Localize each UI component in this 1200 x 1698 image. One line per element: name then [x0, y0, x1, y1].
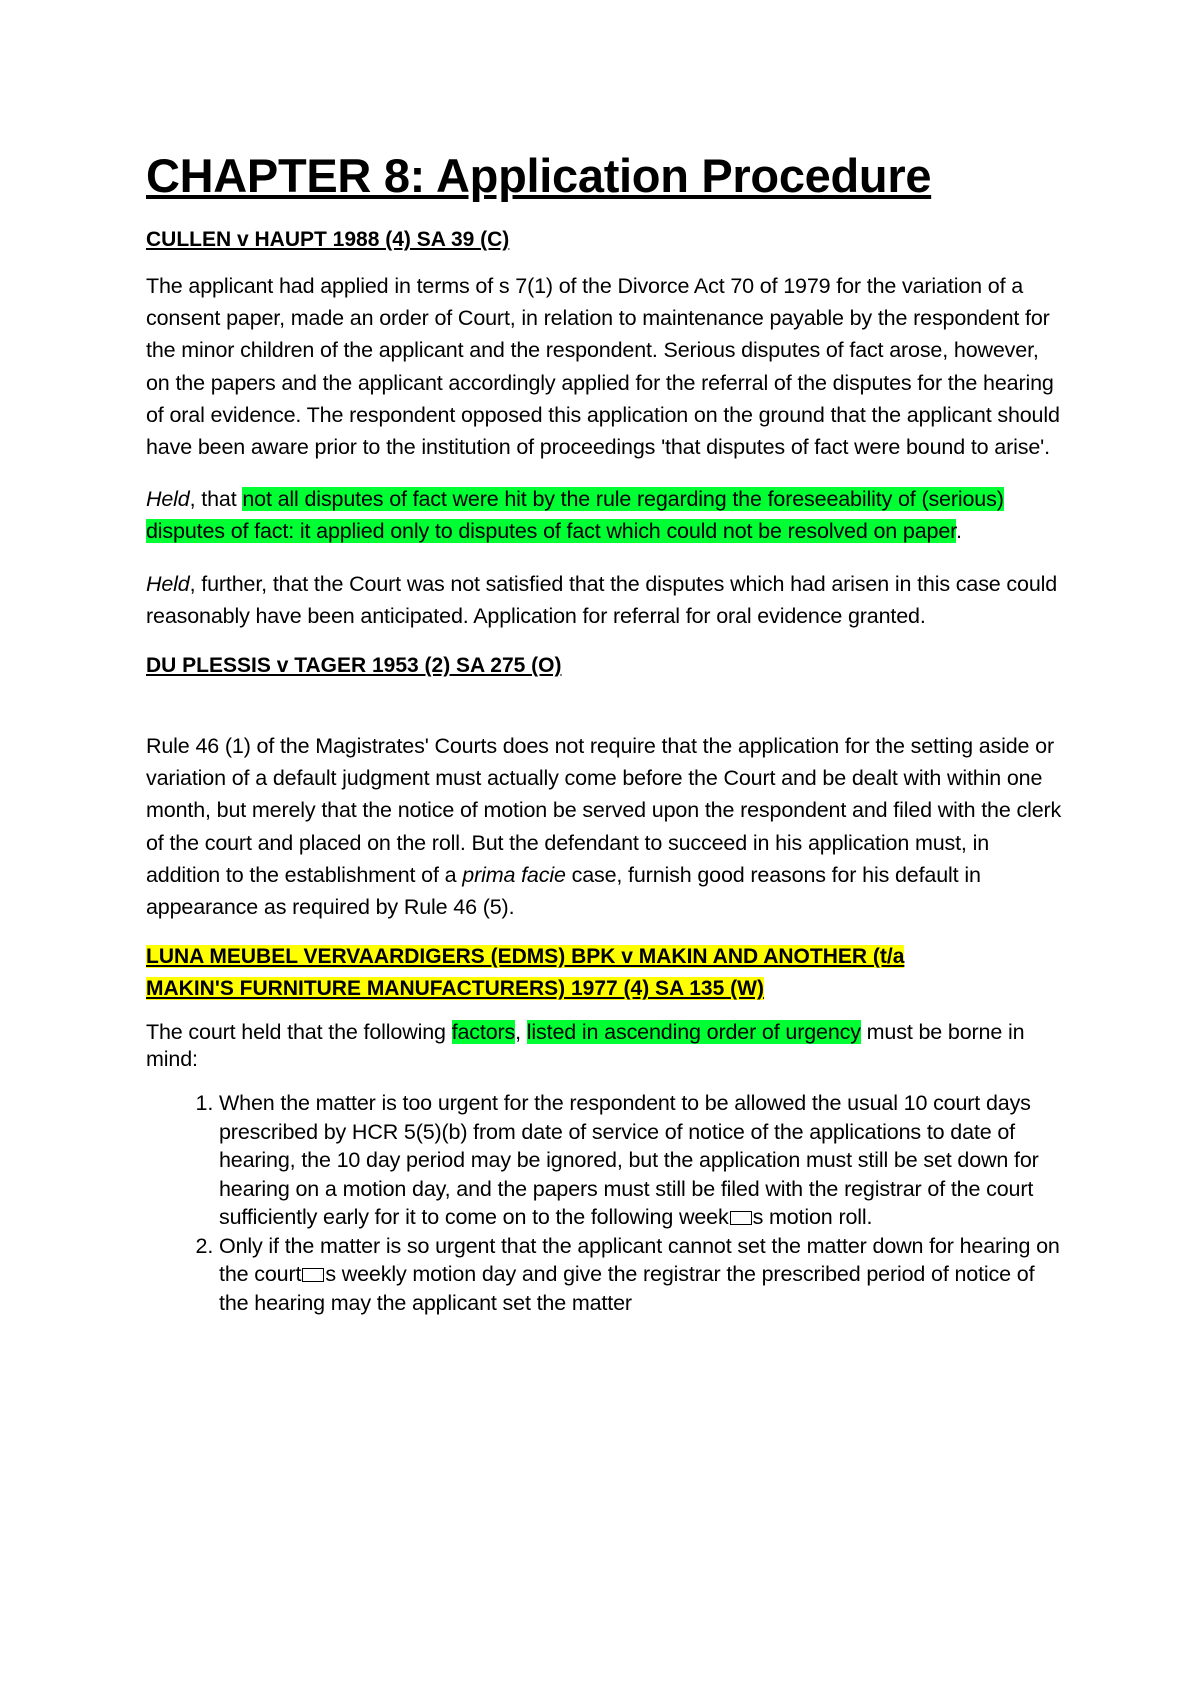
rule-text-post: case, furnish good reasons for his default in appearance as required by Rule 46 (5). [146, 862, 981, 920]
list-item: 1. When the matter is too urgent for the respondent to be allowed the usual 10 court days prescribed by HCR 5(5)(b) from date of service of notice of the applications to date of hearing, the 10 day period may be ignored, but the application must still be set down for hearing on a motion day, and the papers must still be filed with the registrar of the court sufficiently early for it to come on to the following week s motion roll. [219, 1089, 1066, 1232]
luna-intro [146, 1019, 1066, 1073]
intro-pre-text: The court held that the following [146, 1020, 452, 1045]
case-title-du-plessis: DU PLESSIS v TAGER 1953 (2) SA 275 (O) [146, 654, 562, 678]
intro-mid-text: , [515, 1020, 527, 1045]
case-facts-cullen: The applicant had applied in terms of s 7(1) of the Divorce Act 70 of 1979 for the variation of a consent paper, made an order of Court, in relation to maintenance payable by the respondent for the minor children of the applicant and the respondent. Serious disputes of fact arose, however, on the papers and the applicant accordingly applied for the referral of the disputes for the hearing of oral evidence. The respondent opposed this application on the ground that the applicant should have been aware prior to the institution of proceedings 'that disputes of fact were bound to arise'. [146, 274, 1060, 460]
held-highlight: not all disputes of fact were hit by the rule regarding the foreseeability of (serious) disputes of fact: it applied only to disputes of fact which could not be resolved on paper [146, 487, 1004, 544]
missing-glyph-icon [302, 1268, 324, 1282]
case-title-luna-line1: LUNA MEUBEL VERVAARDIGERS (EDMS) BPK v MAKIN AND ANOTHER (t/a [146, 945, 905, 969]
intro-post-text: must be borne in mind: [146, 1020, 1025, 1072]
case-title-luna [146, 941, 1066, 1005]
factors-highlight: factors [451, 1020, 516, 1045]
held-post-text: . [956, 519, 962, 544]
missing-glyph-icon [730, 1211, 752, 1225]
held-paragraph-1 [146, 483, 1066, 547]
urgency-factors-list [146, 1089, 1066, 1317]
held-label: Held [146, 571, 190, 596]
chapter-title: CHAPTER 8: Application Procedure [146, 149, 932, 202]
held-pre-text: , that [189, 487, 243, 512]
document-content [146, 148, 1066, 1317]
held-further-text: , further, that the Court was not satisfied that the disputes which had arisen in this case could reasonably have been anticipated. Application for referral for oral evidence granted. [146, 571, 1058, 628]
list-item: 2. Only if the matter is so urgent that the applicant cannot set the matter down for hearing on the court s weekly motion day and give the registrar the prescribed period of notice of the hearing may the applicant set the matter [219, 1232, 1066, 1318]
case-title-cullen: CULLEN v HAUPT 1988 (4) SA 39 (C) [146, 228, 510, 251]
urgency-order-highlight: listed in ascending order of urgency [526, 1020, 861, 1045]
rule-text-pre: Rule 46 (1) of the Magistrates' Courts does not require that the application for the setting aside or variation of a default judgment must actually come before the Court and be dealt with within one month, but merely that the notice of motion be served upon the respondent and filed with the clerk of the court and placed on the roll. But the defendant to succeed in his application must, in addition to the establishment of a [146, 734, 1062, 887]
prima-facie-text: prima facie [462, 862, 566, 887]
case-title-luna-line2: MAKIN'S FURNITURE MANUFACTURERS) 1977 (4) SA 135 (W) [146, 977, 764, 1001]
held-label: Held [146, 487, 190, 512]
case-text-du-plessis [146, 730, 1066, 923]
held-paragraph-2 [146, 568, 1066, 632]
